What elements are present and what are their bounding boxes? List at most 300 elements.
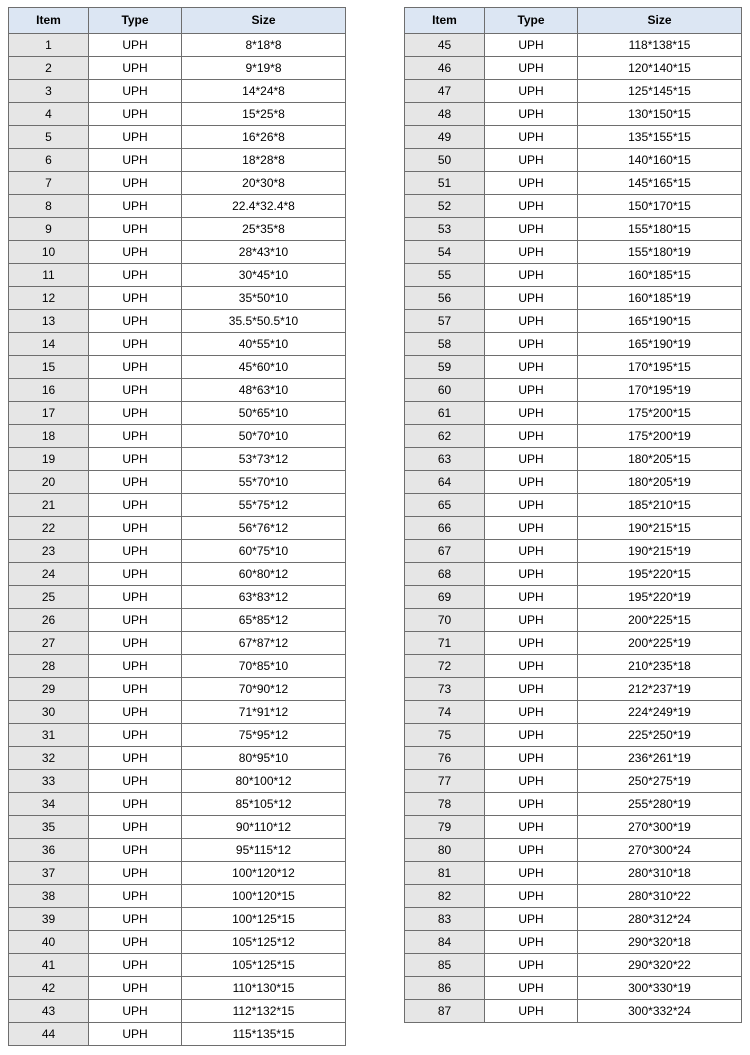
size-cell: 14*24*8 [182, 80, 346, 103]
type-cell: UPH [485, 885, 578, 908]
type-cell: UPH [89, 885, 182, 908]
size-cell: 290*320*18 [578, 931, 742, 954]
size-cell: 9*19*8 [182, 57, 346, 80]
size-cell: 180*205*19 [578, 471, 742, 494]
size-cell: 150*170*15 [578, 195, 742, 218]
size-cell: 22.4*32.4*8 [182, 195, 346, 218]
table-row [9, 57, 346, 80]
size-cell: 25*35*8 [182, 218, 346, 241]
item-cell: 11 [9, 264, 89, 287]
size-cell: 105*125*12 [182, 931, 346, 954]
type-cell: UPH [89, 448, 182, 471]
size-table-left [8, 7, 346, 1046]
item-cell: 74 [405, 701, 485, 724]
type-cell: UPH [89, 264, 182, 287]
table-row [405, 310, 742, 333]
table-row [405, 195, 742, 218]
type-cell: UPH [485, 195, 578, 218]
item-cell: 73 [405, 678, 485, 701]
size-cell: 60*80*12 [182, 563, 346, 586]
size-cell: 18*28*8 [182, 149, 346, 172]
table-row [405, 747, 742, 770]
table-row [405, 839, 742, 862]
table-row [405, 678, 742, 701]
item-cell: 26 [9, 609, 89, 632]
type-cell: UPH [89, 931, 182, 954]
item-cell: 85 [405, 954, 485, 977]
item-cell: 61 [405, 402, 485, 425]
type-cell: UPH [89, 425, 182, 448]
table-row [9, 816, 346, 839]
type-cell: UPH [89, 149, 182, 172]
table-row [405, 793, 742, 816]
type-cell: UPH [485, 149, 578, 172]
type-cell: UPH [89, 977, 182, 1000]
type-cell: UPH [485, 34, 578, 57]
table-row [405, 701, 742, 724]
table-row [405, 563, 742, 586]
item-cell: 35 [9, 816, 89, 839]
table-row [9, 333, 346, 356]
type-cell: UPH [485, 103, 578, 126]
table-row [9, 356, 346, 379]
size-cell: 130*150*15 [578, 103, 742, 126]
type-cell: UPH [89, 356, 182, 379]
table-row [405, 586, 742, 609]
size-cell: 185*210*15 [578, 494, 742, 517]
item-cell: 38 [9, 885, 89, 908]
size-cell: 40*55*10 [182, 333, 346, 356]
size-cell: 35*50*10 [182, 287, 346, 310]
type-cell: UPH [485, 701, 578, 724]
table-row [405, 908, 742, 931]
table-row [405, 494, 742, 517]
type-cell: UPH [89, 1023, 182, 1046]
table-row [9, 770, 346, 793]
item-cell: 59 [405, 356, 485, 379]
item-cell: 84 [405, 931, 485, 954]
table-row [9, 241, 346, 264]
item-cell: 31 [9, 724, 89, 747]
header-row [405, 8, 742, 34]
size-cell: 50*70*10 [182, 425, 346, 448]
size-cell: 70*90*12 [182, 678, 346, 701]
item-cell: 51 [405, 172, 485, 195]
table-row [405, 816, 742, 839]
item-cell: 3 [9, 80, 89, 103]
table-row [9, 34, 346, 57]
type-cell: UPH [89, 80, 182, 103]
type-cell: UPH [485, 425, 578, 448]
item-cell: 53 [405, 218, 485, 241]
item-cell: 65 [405, 494, 485, 517]
item-cell: 25 [9, 586, 89, 609]
item-cell: 28 [9, 655, 89, 678]
item-cell: 15 [9, 356, 89, 379]
type-cell: UPH [89, 126, 182, 149]
item-cell: 77 [405, 770, 485, 793]
item-cell: 42 [9, 977, 89, 1000]
type-cell: UPH [89, 494, 182, 517]
type-cell: UPH [485, 724, 578, 747]
size-cell: 100*125*15 [182, 908, 346, 931]
table-row [9, 310, 346, 333]
type-cell: UPH [485, 241, 578, 264]
type-cell: UPH [89, 540, 182, 563]
item-cell: 34 [9, 793, 89, 816]
table-row [405, 471, 742, 494]
table-row [9, 402, 346, 425]
size-cell: 95*115*12 [182, 839, 346, 862]
table-row [9, 287, 346, 310]
item-cell: 44 [9, 1023, 89, 1046]
type-cell: UPH [89, 678, 182, 701]
item-cell: 9 [9, 218, 89, 241]
size-cell: 8*18*8 [182, 34, 346, 57]
type-cell: UPH [485, 448, 578, 471]
table-row [9, 218, 346, 241]
type-cell: UPH [485, 977, 578, 1000]
item-cell: 20 [9, 471, 89, 494]
item-cell: 50 [405, 149, 485, 172]
size-cell: 110*130*15 [182, 977, 346, 1000]
type-cell: UPH [89, 839, 182, 862]
item-cell: 14 [9, 333, 89, 356]
size-cell: 236*261*19 [578, 747, 742, 770]
table-row [9, 540, 346, 563]
table-row [405, 885, 742, 908]
table-row [9, 471, 346, 494]
item-cell: 10 [9, 241, 89, 264]
table-row [405, 34, 742, 57]
size-cell: 180*205*15 [578, 448, 742, 471]
type-cell: UPH [89, 701, 182, 724]
type-cell: UPH [485, 126, 578, 149]
size-cell: 280*310*22 [578, 885, 742, 908]
table-row [9, 701, 346, 724]
size-cell: 28*43*10 [182, 241, 346, 264]
size-cell: 56*76*12 [182, 517, 346, 540]
size-cell: 100*120*15 [182, 885, 346, 908]
item-cell: 41 [9, 954, 89, 977]
table-row [405, 333, 742, 356]
type-cell: UPH [89, 724, 182, 747]
size-cell: 270*300*19 [578, 816, 742, 839]
item-cell: 75 [405, 724, 485, 747]
type-cell: UPH [485, 586, 578, 609]
type-cell: UPH [485, 310, 578, 333]
header-item: Item [9, 8, 89, 34]
table-row [405, 448, 742, 471]
size-cell: 75*95*12 [182, 724, 346, 747]
size-cell: 200*225*19 [578, 632, 742, 655]
item-cell: 62 [405, 425, 485, 448]
item-cell: 23 [9, 540, 89, 563]
item-cell: 45 [405, 34, 485, 57]
size-cell: 175*200*19 [578, 425, 742, 448]
table-row [9, 931, 346, 954]
type-cell: UPH [485, 172, 578, 195]
item-cell: 46 [405, 57, 485, 80]
item-cell: 36 [9, 839, 89, 862]
table-row [405, 57, 742, 80]
item-cell: 70 [405, 609, 485, 632]
item-cell: 81 [405, 862, 485, 885]
table-row [405, 655, 742, 678]
type-cell: UPH [89, 34, 182, 57]
size-cell: 255*280*19 [578, 793, 742, 816]
type-cell: UPH [89, 586, 182, 609]
item-cell: 13 [9, 310, 89, 333]
item-cell: 54 [405, 241, 485, 264]
size-cell: 100*120*12 [182, 862, 346, 885]
item-cell: 19 [9, 448, 89, 471]
item-cell: 83 [405, 908, 485, 931]
table-row [9, 195, 346, 218]
table-row [405, 356, 742, 379]
item-cell: 39 [9, 908, 89, 931]
header-row [9, 8, 346, 34]
size-cell: 190*215*15 [578, 517, 742, 540]
type-cell: UPH [485, 494, 578, 517]
table-row [9, 103, 346, 126]
header-item: Item [405, 8, 485, 34]
item-cell: 80 [405, 839, 485, 862]
size-cell: 300*332*24 [578, 1000, 742, 1023]
item-cell: 71 [405, 632, 485, 655]
size-cell: 165*190*19 [578, 333, 742, 356]
table-row [9, 977, 346, 1000]
table-row [9, 1000, 346, 1023]
item-cell: 87 [405, 1000, 485, 1023]
type-cell: UPH [89, 195, 182, 218]
type-cell: UPH [89, 287, 182, 310]
table-row [9, 862, 346, 885]
item-cell: 60 [405, 379, 485, 402]
item-cell: 43 [9, 1000, 89, 1023]
type-cell: UPH [89, 632, 182, 655]
table-row [9, 563, 346, 586]
size-cell: 270*300*24 [578, 839, 742, 862]
size-cell: 80*95*10 [182, 747, 346, 770]
type-cell: UPH [89, 747, 182, 770]
size-cell: 195*220*15 [578, 563, 742, 586]
table-row [405, 609, 742, 632]
type-cell: UPH [89, 333, 182, 356]
table-row [405, 241, 742, 264]
size-cell: 118*138*15 [578, 34, 742, 57]
type-cell: UPH [485, 609, 578, 632]
table-row [9, 747, 346, 770]
type-cell: UPH [485, 218, 578, 241]
table-row [405, 770, 742, 793]
header-type: Type [89, 8, 182, 34]
table-row [9, 1023, 346, 1046]
table-row [9, 793, 346, 816]
type-cell: UPH [485, 908, 578, 931]
size-cell: 112*132*15 [182, 1000, 346, 1023]
type-cell: UPH [485, 517, 578, 540]
table-row [405, 402, 742, 425]
size-cell: 70*85*10 [182, 655, 346, 678]
size-cell: 115*135*15 [182, 1023, 346, 1046]
type-cell: UPH [485, 80, 578, 103]
header-size: Size [578, 8, 742, 34]
type-cell: UPH [89, 57, 182, 80]
item-cell: 76 [405, 747, 485, 770]
table-row [405, 80, 742, 103]
type-cell: UPH [485, 1000, 578, 1023]
type-cell: UPH [89, 563, 182, 586]
size-cell: 212*237*19 [578, 678, 742, 701]
table-row [405, 724, 742, 747]
table-row [9, 494, 346, 517]
size-cell: 145*165*15 [578, 172, 742, 195]
item-cell: 12 [9, 287, 89, 310]
size-cell: 290*320*22 [578, 954, 742, 977]
item-cell: 48 [405, 103, 485, 126]
type-cell: UPH [485, 402, 578, 425]
table-row [405, 517, 742, 540]
item-cell: 17 [9, 402, 89, 425]
table-row [9, 609, 346, 632]
item-cell: 7 [9, 172, 89, 195]
table-row [405, 218, 742, 241]
table-row [405, 379, 742, 402]
table-row [405, 977, 742, 1000]
type-cell: UPH [485, 747, 578, 770]
size-cell: 55*75*12 [182, 494, 346, 517]
size-cell: 45*60*10 [182, 356, 346, 379]
item-cell: 4 [9, 103, 89, 126]
header-type: Type [485, 8, 578, 34]
size-cell: 20*30*8 [182, 172, 346, 195]
type-cell: UPH [485, 540, 578, 563]
size-cell: 155*180*15 [578, 218, 742, 241]
item-cell: 79 [405, 816, 485, 839]
table-row [405, 287, 742, 310]
item-cell: 40 [9, 931, 89, 954]
size-cell: 195*220*19 [578, 586, 742, 609]
type-cell: UPH [485, 563, 578, 586]
item-cell: 63 [405, 448, 485, 471]
type-cell: UPH [485, 862, 578, 885]
table-row [9, 149, 346, 172]
type-cell: UPH [485, 632, 578, 655]
table-row [9, 172, 346, 195]
table-row [9, 954, 346, 977]
item-cell: 6 [9, 149, 89, 172]
table-row [405, 149, 742, 172]
table-row [9, 379, 346, 402]
type-cell: UPH [485, 931, 578, 954]
size-cell: 15*25*8 [182, 103, 346, 126]
item-cell: 24 [9, 563, 89, 586]
item-cell: 49 [405, 126, 485, 149]
table-row [9, 448, 346, 471]
item-cell: 1 [9, 34, 89, 57]
table-row [405, 540, 742, 563]
size-cell: 280*310*18 [578, 862, 742, 885]
size-cell: 140*160*15 [578, 149, 742, 172]
type-cell: UPH [89, 517, 182, 540]
table-row [405, 931, 742, 954]
type-cell: UPH [89, 655, 182, 678]
item-cell: 56 [405, 287, 485, 310]
item-cell: 66 [405, 517, 485, 540]
size-cell: 170*195*15 [578, 356, 742, 379]
type-cell: UPH [485, 816, 578, 839]
type-cell: UPH [485, 356, 578, 379]
type-cell: UPH [89, 310, 182, 333]
item-cell: 18 [9, 425, 89, 448]
size-cell: 155*180*19 [578, 241, 742, 264]
size-cell: 225*250*19 [578, 724, 742, 747]
table-row [9, 655, 346, 678]
table-row [405, 264, 742, 287]
size-cell: 90*110*12 [182, 816, 346, 839]
type-cell: UPH [485, 954, 578, 977]
table-row [405, 425, 742, 448]
item-cell: 78 [405, 793, 485, 816]
table-row [9, 264, 346, 287]
size-cell: 67*87*12 [182, 632, 346, 655]
size-cell: 210*235*18 [578, 655, 742, 678]
size-cell: 48*63*10 [182, 379, 346, 402]
item-cell: 68 [405, 563, 485, 586]
item-cell: 21 [9, 494, 89, 517]
table-row [9, 517, 346, 540]
table-row [405, 126, 742, 149]
size-cell: 280*312*24 [578, 908, 742, 931]
size-cell: 250*275*19 [578, 770, 742, 793]
size-cell: 80*100*12 [182, 770, 346, 793]
type-cell: UPH [485, 793, 578, 816]
type-cell: UPH [485, 839, 578, 862]
item-cell: 55 [405, 264, 485, 287]
size-cell: 63*83*12 [182, 586, 346, 609]
size-cell: 50*65*10 [182, 402, 346, 425]
table-row [9, 80, 346, 103]
size-cell: 30*45*10 [182, 264, 346, 287]
item-cell: 82 [405, 885, 485, 908]
type-cell: UPH [89, 793, 182, 816]
table-row [9, 126, 346, 149]
type-cell: UPH [89, 1000, 182, 1023]
size-cell: 135*155*15 [578, 126, 742, 149]
size-cell: 71*91*12 [182, 701, 346, 724]
size-cell: 300*330*19 [578, 977, 742, 1000]
table-row [9, 885, 346, 908]
type-cell: UPH [485, 655, 578, 678]
size-cell: 200*225*15 [578, 609, 742, 632]
item-cell: 58 [405, 333, 485, 356]
type-cell: UPH [89, 609, 182, 632]
size-cell: 190*215*19 [578, 540, 742, 563]
type-cell: UPH [89, 379, 182, 402]
item-cell: 2 [9, 57, 89, 80]
type-cell: UPH [89, 172, 182, 195]
type-cell: UPH [89, 471, 182, 494]
size-cell: 105*125*15 [182, 954, 346, 977]
size-cell: 175*200*15 [578, 402, 742, 425]
size-table-right [404, 7, 742, 1023]
type-cell: UPH [485, 471, 578, 494]
table-row [9, 908, 346, 931]
item-cell: 32 [9, 747, 89, 770]
type-cell: UPH [485, 678, 578, 701]
item-cell: 33 [9, 770, 89, 793]
